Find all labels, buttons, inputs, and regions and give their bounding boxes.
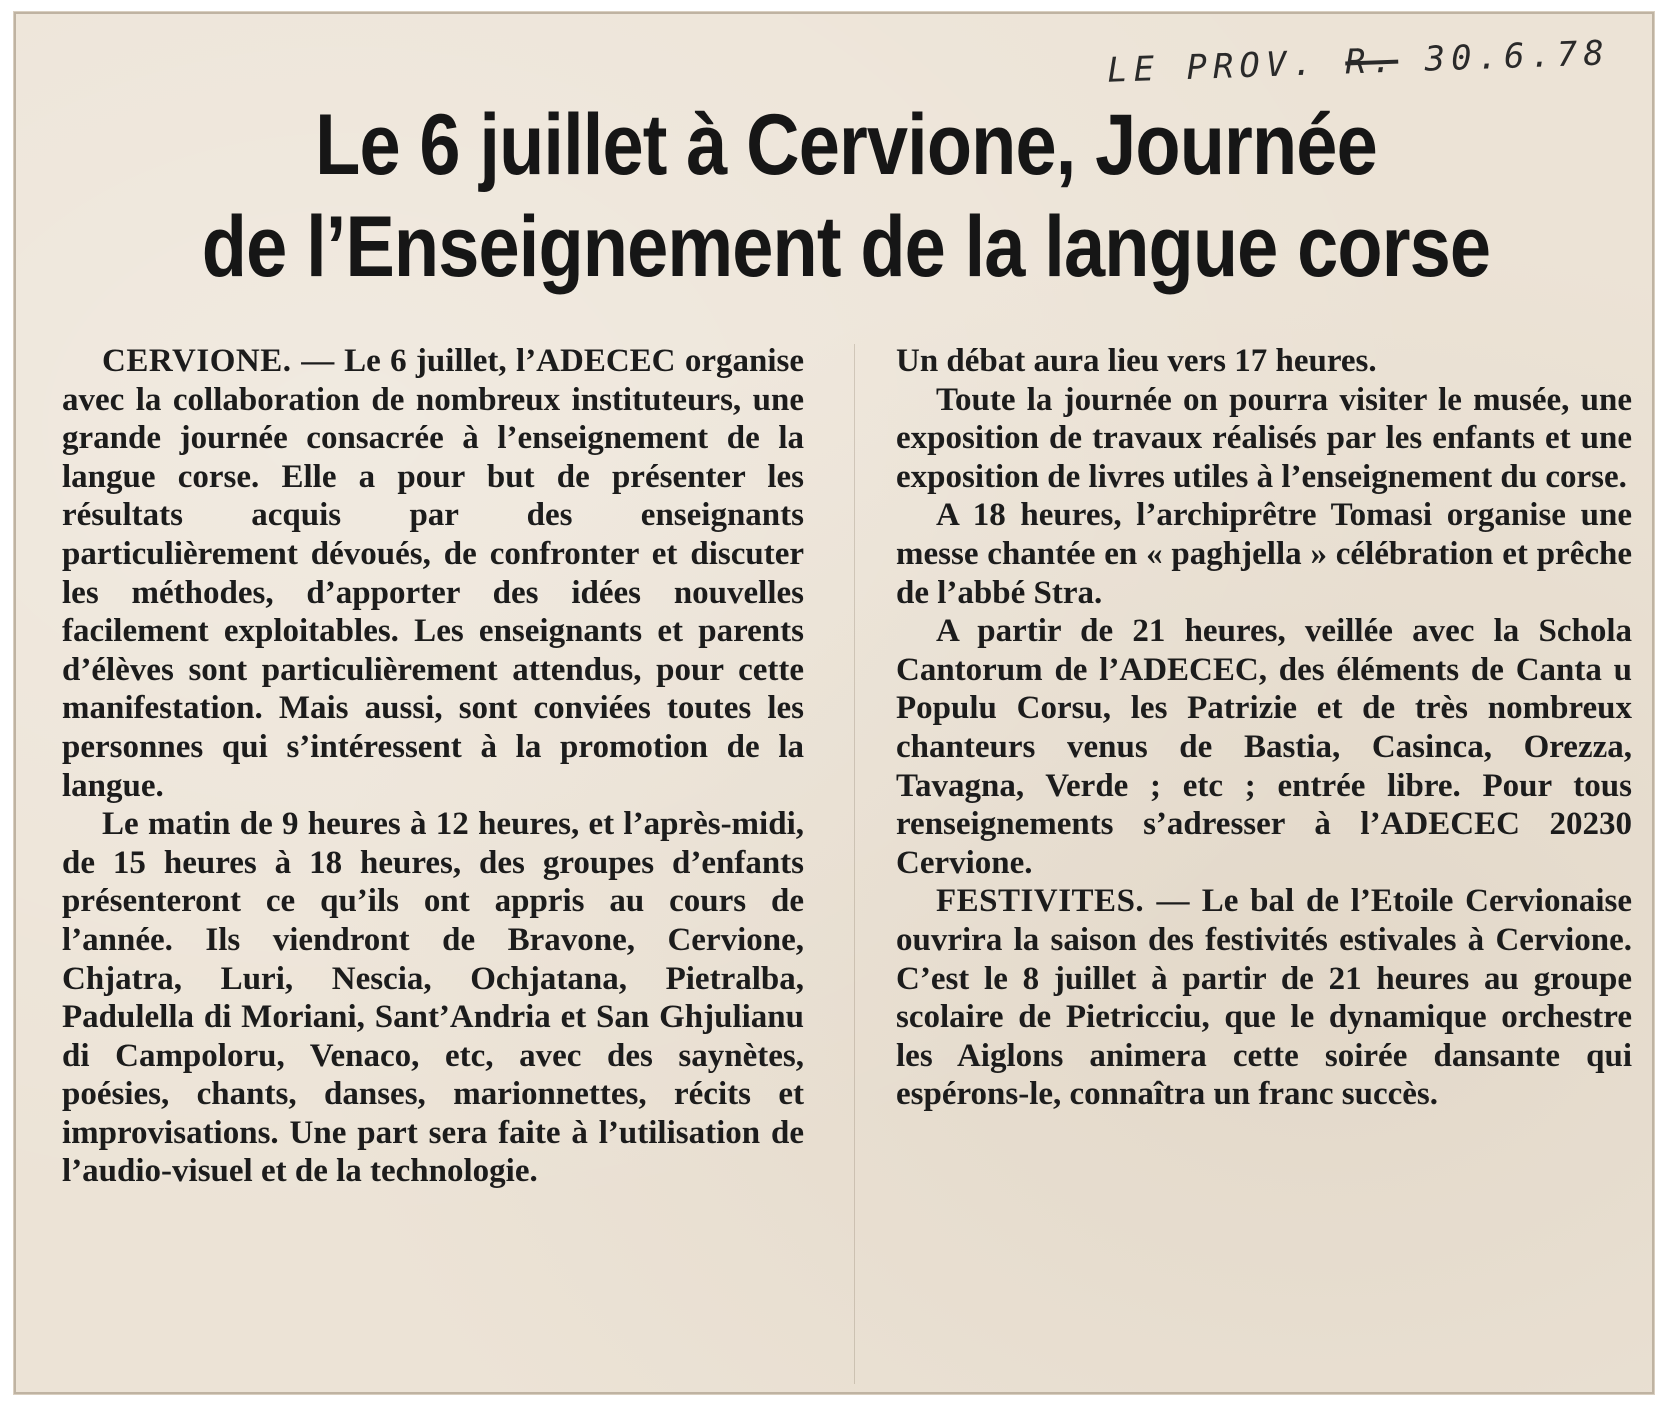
paragraph: Toute la journée on pourra visiter le musée, une exposition de travaux réalisés par les enfants et une exposition de livres utiles à l’enseignement du corse.: [896, 381, 1632, 495]
paragraph: [62, 342, 804, 805]
paragraph: Le matin de 9 heures à 12 heures, et l’après-midi, de 15 heures à 18 heures, des groupes d’enfants présenteront ce qu’ils ont appris au cours de l’année. Ils viendront de Bravone, Cervione, Chjatra, Luri, Nescia, Ochjatana, Pietralba, Padulella di Moriani, Sant’Andria et San Ghjulianu di Campoloru, Venaco, etc, avec des saynètes, poésies, chants, danses, marionnettes, récits et improvisations. Une part sera faite à l’utilisation de l’audio-visuel et de la technologie.: [62, 806, 804, 1190]
handwritten-source-annotation: [1106, 33, 1610, 91]
dateline: CERVIONE. —: [102, 343, 335, 379]
struck-mark: R.: [1344, 40, 1399, 83]
source-prefix: LE PROV.: [1106, 43, 1320, 91]
column-divider: [854, 344, 855, 1384]
article-column-right: [896, 342, 1632, 1114]
paragraph: Un débat aura lieu vers 17 heures.: [896, 343, 1377, 379]
paragraph: A partir de 21 heures, veillée avec la Schola Cantorum de l’ADECEC, des éléments de Canta u Populu Corsu, les Patrizie et de très nombreux chanteurs venus de Bastia, Casinca, Orezza, Tavagna, Verde ; etc ; entrée libre. Pour tous renseignements s’adresser à l’ADECEC 20230 Cervione.: [896, 613, 1632, 881]
article-column-left: [62, 342, 804, 1191]
paragraph-text: Le 6 juillet, l’ADECEC organise avec la collaboration de nombreux instituteurs, une grande journée consacrée à l’enseignement de la langue corse. Elle a pour but de présenter les résultats acquis par des enseignants particulièrement dévoués, de confronter et discuter les méthodes, d’apporter des idées nouvelles facilement exploitables. Les enseignants et parents d’élèves sont particulièrement attendus, pour cette manifestation. Mais aussi, sont conviées toutes les personnes qui s’intéressent à la promotion de la langue.: [62, 343, 804, 804]
paragraph-text: Le bal de l’Etoile Cervionaise ouvrira la saison des festivités estivales à Cervione. C’est le 8 juillet à partir de 21 heures au groupe scolaire de Pietricciu, que le dynamique orchestre les Aiglons animera cette soirée dansante qui espérons-le, connaîtra un franc succès.: [896, 883, 1632, 1113]
paragraph: A 18 heures, l’archiprêtre Tomasi organise une messe chantée en « paghjella » célébration et prêche de l’abbé Stra.: [896, 497, 1632, 611]
article-headline: [167, 94, 1526, 298]
clipping-date: 30.6.78: [1423, 33, 1611, 80]
newspaper-clipping: [14, 12, 1654, 1394]
headline-line-1: Le 6 juillet à Cervione, Journée: [315, 97, 1377, 193]
paragraph: [896, 882, 1632, 1114]
headline-line-2: de l’Enseignement de la langue corse: [201, 199, 1491, 295]
section-lead: FESTIVITES. —: [936, 883, 1190, 920]
